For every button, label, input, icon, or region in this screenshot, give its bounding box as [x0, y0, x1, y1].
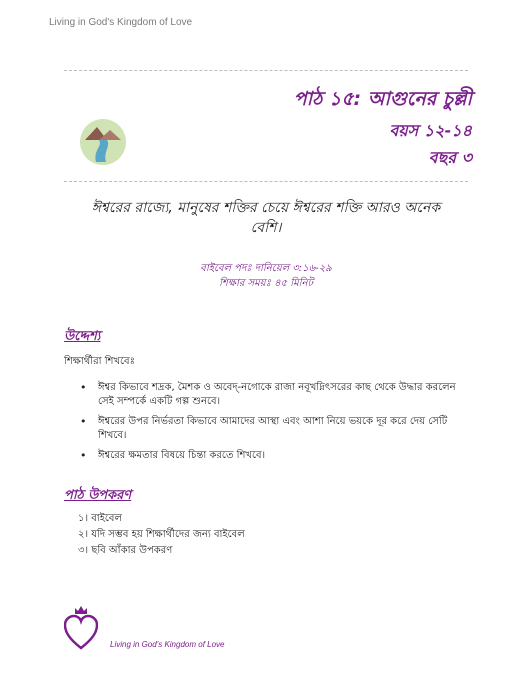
list-item: ৩। ছবি আঁকার উপকরণ: [78, 545, 173, 556]
list-item: • ঈশ্বরের ক্ষমতার বিষয়ে চিন্তা করতে শিখবে।: [80, 449, 472, 463]
footer-brand-text: Living in God's Kingdom of Love: [110, 640, 225, 649]
scripture-passage: বাইবেল পদঃ দানিয়েল ৩:১৬-২৯: [200, 263, 332, 274]
materials-heading: পাঠ উপকরণ: [64, 488, 132, 503]
lesson-age: বয়স ১২-১৪: [389, 121, 472, 140]
scripture-info: [76, 261, 456, 291]
objectives-intro: শিক্ষার্থীরা শিখবেঃ: [64, 356, 135, 367]
lesson-title: পাঠ ১৫: আগুনের চুল্লী: [293, 88, 472, 110]
main-statement: ঈশ্বরের রাজ্যে, মানুষের শক্তির চেয়ে ঈশ্বরের শক্তি আরও অনেক বেশি।: [91, 200, 441, 236]
lesson-time: শিক্ষার সময়ঃ ৪৫ মিনিট: [219, 278, 313, 289]
running-header: Living in God's Kingdom of Love: [49, 17, 193, 28]
materials-list: [78, 511, 245, 559]
objectives-heading: উদ্দেশ্য: [64, 329, 101, 344]
lesson-year: বছর ৩: [428, 148, 472, 167]
list-item: ২। যদি সম্ভব হয় শিক্ষার্থীদের জন্য বাইবেল: [78, 529, 245, 540]
top-divider: [64, 70, 468, 71]
crowned-heart-icon: [64, 604, 98, 652]
list-item: ১। বাইবেল: [78, 513, 122, 524]
objectives-list: [80, 381, 472, 469]
list-item: • ঈশ্বর কিভাবে শদ্রক, মৈশক ও অবেদ্-নগোকে রাজা নবূখদ্নিৎসরের কাছ থেকে উদ্ধার করলেন সেই সম্পর্কে একটি গল্প শুনবে।: [80, 381, 472, 409]
list-item: • ঈশ্বরের উপর নির্ভরতা কিভাবে আমাদের আস্থা এবং আশা নিয়ে ভয়কে দূর করে দেয় সেটি শিখবে।: [80, 415, 472, 443]
middle-divider: [64, 181, 468, 182]
mountain-river-icon: [79, 118, 127, 166]
lesson-title-block: [294, 86, 472, 170]
